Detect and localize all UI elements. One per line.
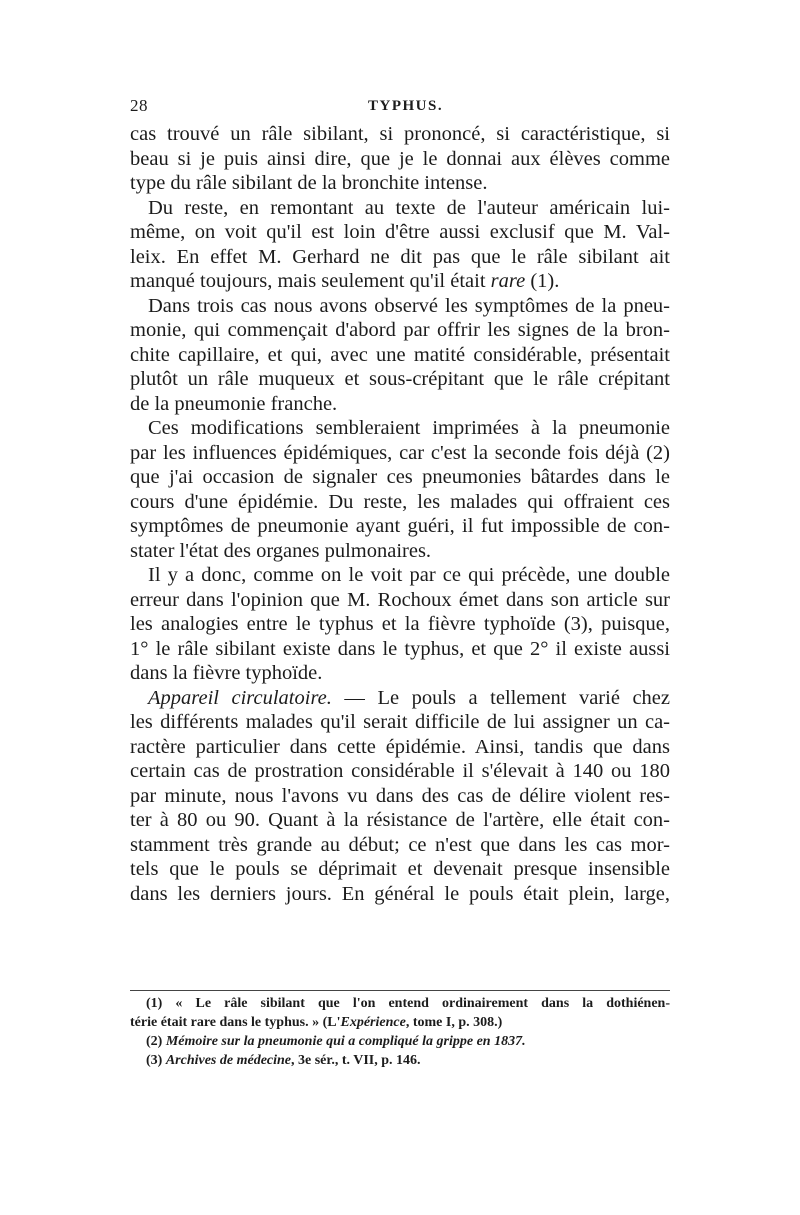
text-line: stater l'état des organes pulmonaires.	[130, 539, 432, 562]
text-line: plutôt un râle muqueux et sous-crépitant que le râle crépitant	[130, 368, 670, 390]
section-heading: Appareil circulatoire.	[148, 686, 332, 709]
text-line	[130, 686, 670, 711]
italic-word-rare: rare	[490, 270, 526, 292]
text-line: Ces modifications sembleraient imprimées à la pneumonie	[148, 417, 670, 439]
page-number: 28	[130, 96, 148, 115]
footnote-italic: Mémoire sur la pneumonie qui a compliqué la grippe en 1837.	[165, 1034, 526, 1049]
text-line: que j'ai occasion de signaler ces pneumonies bâtardes dans le	[130, 466, 670, 488]
footnote-text: térie était rare dans le typhus. » (L'	[130, 1015, 341, 1030]
text-line-rest: — Le pouls a tellement varié chez	[344, 686, 670, 709]
text-line: ractère particulier dans cette épidémie. Ainsi, tandis que dans	[130, 735, 670, 758]
footnote-text: , 3e sér., t. VII, p. 146.	[291, 1053, 421, 1068]
text-line: les différents malades qu'il serait difficile de lui assigner un ca-	[130, 711, 670, 733]
text-line: par les influences épidémiques, car c'est la seconde fois déjà (2)	[130, 441, 670, 464]
text-line: beau si je puis ainsi dire, que je le donnai aux élèves comme	[130, 147, 670, 170]
page-header	[130, 96, 670, 120]
text-line: ter à 80 ou 90. Quant à la résistance de l'artère, elle était con-	[130, 809, 670, 831]
text-line: erreur dans l'opinion que M. Rochoux émet dans son article sur	[130, 588, 670, 611]
text-line: de la pneumonie franche.	[130, 392, 338, 415]
footnote-divider	[130, 990, 670, 991]
text-line: stamment très grande au début; ce n'est que dans les cas mor-	[130, 833, 670, 856]
text-line: monie, qui commençait d'abord par offrir les signes de la bron-	[130, 319, 670, 341]
text-line: chite capillaire, et qui, avec une matité considérable, présentait	[130, 343, 670, 366]
text-line: cas trouvé un râle sibilant, si prononcé, si caractéristique, si	[130, 123, 670, 145]
footnote-italic: Expérience	[340, 1015, 406, 1030]
text-line: tels que le pouls se déprimait et devenait presque insensible	[130, 858, 670, 880]
footnote-2	[130, 1032, 670, 1051]
footnote-1-continued	[130, 1013, 670, 1032]
text-line: cours d'une épidémie. Du reste, les malades qui offraient ces	[130, 490, 670, 513]
text-line: leix. En effet M. Gerhard ne dit pas que le râle sibilant ait	[130, 245, 670, 268]
footnote-italic: Archives de médecine	[165, 1053, 292, 1068]
text-line: manqué toujours, mais seulement qu'il était rare (1).	[130, 270, 560, 292]
footnote-1: (1) « Le râle sibilant que l'on entend ordinairement dans la dothiénen-	[146, 996, 670, 1011]
running-title: TYPHUS.	[368, 98, 444, 114]
text-line: par minute, nous l'avons vu dans des cas de délire violent res-	[130, 784, 670, 807]
text-line: Du reste, en remontant au texte de l'auteur américain lui-	[148, 196, 670, 219]
text-line: type du râle sibilant de la bronchite intense.	[130, 172, 488, 194]
text-line: même, on voit qu'il est loin d'être aussi exclusif que M. Val-	[130, 221, 670, 243]
text-line: symptômes de pneumonie ayant guéri, il fut impossible de con-	[130, 515, 670, 537]
text-line: certain cas de prostration considérable il s'élevait à 140 ou 180	[130, 760, 670, 782]
body-text	[130, 122, 670, 906]
text-line: dans les derniers jours. En général le pouls était plein, large,	[130, 882, 670, 905]
text-line: dans la fièvre typhoïde.	[130, 662, 323, 684]
footnote-number: (3)	[146, 1053, 166, 1068]
footnote-3	[130, 1051, 670, 1070]
text-line: les analogies entre le typhus et la fièvre typhoïde (3), puisque,	[130, 613, 670, 635]
footnote-text: , tome I, p. 308.)	[405, 1015, 503, 1030]
footnote-number: (2)	[146, 1034, 166, 1049]
text-line: 1° le râle sibilant existe dans le typhus, et que 2° il existe aussi	[130, 637, 670, 660]
text-line: Dans trois cas nous avons observé les symptômes de la pneu-	[148, 294, 670, 317]
footnotes	[130, 994, 670, 1070]
text-line: Il y a donc, comme on le voit par ce qui précède, une double	[148, 564, 670, 586]
